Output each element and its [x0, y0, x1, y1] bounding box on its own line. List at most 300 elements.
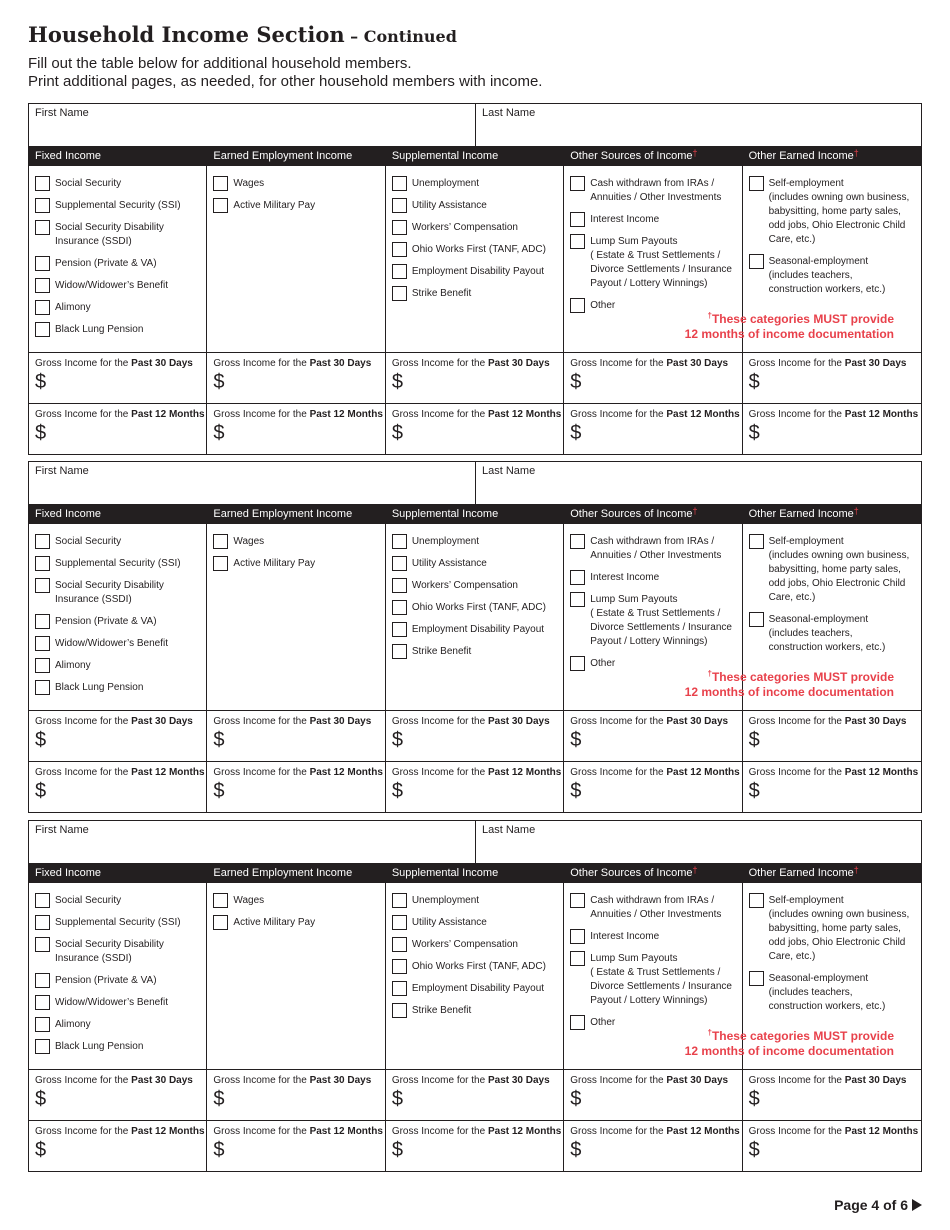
note-line-1: These categories MUST provide — [711, 312, 894, 326]
gross-30-days-field[interactable] — [29, 352, 206, 403]
period: Past 30 Days — [844, 716, 907, 727]
checkbox[interactable] — [749, 176, 764, 191]
income-columns — [28, 863, 922, 1172]
dollar-sign: $ — [35, 729, 47, 751]
last-name-field[interactable]: Last Name — [482, 107, 536, 119]
checkbox-utility-assistance[interactable] — [392, 915, 563, 930]
note-line-1: These categories MUST provide — [711, 670, 894, 684]
page-indicator — [834, 1197, 922, 1213]
option-label: Supplemental Security (SSI) — [55, 558, 181, 569]
column-title: Other Earned Income — [748, 150, 854, 162]
column-header — [743, 863, 921, 883]
period: Past 30 Days — [131, 1075, 193, 1086]
column-title: Supplemental Income — [391, 867, 499, 879]
checkbox-ohio-works-first[interactable] — [392, 600, 563, 615]
supplemental-income-column — [386, 863, 564, 1171]
checkbox[interactable] — [392, 937, 407, 952]
checkbox-disability-payout[interactable] — [392, 981, 563, 996]
checkbox-strike-benefit[interactable] — [392, 1003, 563, 1018]
label-line: Cash withdrawn from IRAs / — [590, 536, 715, 547]
checkbox[interactable] — [35, 893, 50, 908]
option-label: Other — [590, 1017, 616, 1028]
checkbox-ssdi[interactable] — [35, 220, 206, 249]
dollar-sign: $ — [391, 780, 403, 802]
gross-12-months-field[interactable] — [29, 403, 206, 454]
checkbox[interactable] — [35, 915, 50, 930]
gross-12-months-field[interactable] — [29, 1120, 206, 1171]
checkbox[interactable] — [570, 951, 585, 966]
gross-30-days-field[interactable] — [386, 352, 563, 403]
option-label: Unemployment — [411, 895, 480, 906]
dagger-mark: † — [707, 669, 712, 678]
checkbox-lump-sum[interactable] — [570, 234, 741, 291]
checkbox-interest-income[interactable] — [570, 570, 741, 585]
checkbox[interactable] — [392, 578, 407, 593]
gross-label — [29, 762, 206, 778]
checkbox[interactable] — [35, 636, 50, 651]
checkbox[interactable] — [570, 298, 585, 313]
other-earned-column — [743, 504, 921, 812]
checkbox-alimony[interactable] — [35, 300, 206, 315]
period: Past 12 Months — [666, 409, 740, 420]
checkbox-interest-income[interactable] — [570, 212, 741, 227]
name-row — [28, 820, 922, 863]
label-line: Payout / Lottery Winnings) — [590, 278, 708, 289]
option-label: Pension (Private & VA) — [55, 975, 157, 986]
checkbox-ssi[interactable] — [35, 556, 206, 571]
gross-30-days-field[interactable] — [743, 710, 921, 761]
dollar-sign: $ — [748, 1088, 760, 1110]
checkbox-unemployment[interactable] — [392, 176, 563, 191]
checkbox[interactable] — [392, 893, 407, 908]
checkbox-military-pay[interactable] — [213, 556, 384, 571]
earned-income-column — [207, 504, 385, 812]
checkbox-ohio-works-first[interactable] — [392, 242, 563, 257]
checkbox[interactable] — [749, 254, 764, 269]
checkbox[interactable] — [570, 212, 585, 227]
option-label: Social Security — [55, 895, 122, 906]
checkbox[interactable] — [392, 198, 407, 213]
label-line: Payout / Lottery Winnings) — [590, 995, 708, 1006]
checkbox[interactable] — [35, 578, 50, 593]
gross-prefix: Gross Income for the — [35, 716, 132, 727]
checkbox[interactable] — [570, 570, 585, 585]
period: Past 30 Days — [666, 1075, 729, 1086]
checkbox[interactable] — [749, 971, 764, 986]
checkbox-ira-withdrawal[interactable] — [570, 176, 741, 205]
dollar-sign: $ — [213, 780, 225, 802]
gross-30-days-field[interactable] — [743, 1069, 921, 1120]
gross-30-days-field[interactable] — [207, 352, 384, 403]
supplemental-income-column — [386, 146, 564, 454]
checkbox-interest-income[interactable] — [570, 929, 741, 944]
period: Past 30 Days — [844, 1075, 907, 1086]
label-line: (includes teachers, — [768, 270, 853, 281]
checkbox-ssi[interactable] — [35, 915, 206, 930]
checkbox-wages[interactable] — [213, 176, 384, 191]
gross-30-days-field[interactable] — [207, 710, 384, 761]
option-label: Pension (Private & VA) — [55, 258, 157, 269]
label-line: (includes owning own business, — [768, 550, 910, 561]
option-label: Ohio Works First (TANF, ADC) — [411, 244, 546, 255]
checkbox-seasonal-employment[interactable] — [749, 612, 921, 655]
label-line: Seasonal-employment — [768, 256, 869, 267]
checkbox[interactable] — [35, 278, 50, 293]
checkbox[interactable] — [392, 286, 407, 301]
dollar-sign: $ — [748, 371, 760, 393]
checkbox-utility-assistance[interactable] — [392, 198, 563, 213]
label-line: (includes teachers, — [768, 628, 853, 639]
checkbox[interactable] — [392, 176, 407, 191]
checkbox-wages[interactable] — [213, 893, 384, 908]
household-member-block — [28, 103, 922, 455]
period: Past 12 Months — [844, 767, 919, 778]
gross-12-months-field[interactable] — [386, 403, 563, 454]
gross-label — [386, 353, 563, 369]
checkbox[interactable] — [570, 234, 585, 249]
gross-30-days-field[interactable] — [386, 1069, 563, 1120]
label-line: ( Estate & Trust Settlements / — [590, 967, 721, 978]
dollar-sign: $ — [570, 1088, 582, 1110]
checkbox-seasonal-employment[interactable] — [749, 971, 921, 1014]
option-label: Black Lung Pension — [55, 1041, 144, 1052]
gross-label — [29, 404, 206, 420]
checkbox[interactable] — [392, 622, 407, 637]
option-label: Workers’ Compensation — [411, 222, 518, 233]
checkbox-military-pay[interactable] — [213, 198, 384, 213]
dollar-sign: $ — [391, 371, 403, 393]
gross-30-days-field[interactable] — [564, 352, 741, 403]
checkbox-wages[interactable] — [213, 534, 384, 549]
dollar-sign: $ — [570, 780, 582, 802]
label-line: Divorce Settlements / Insurance — [590, 981, 732, 992]
checkbox[interactable] — [35, 256, 50, 271]
column-header — [743, 146, 921, 166]
gross-label — [743, 762, 921, 778]
gross-12-months-field[interactable] — [207, 1120, 384, 1171]
checkbox[interactable] — [35, 198, 50, 213]
option-label — [590, 176, 721, 205]
checkbox[interactable] — [749, 893, 764, 908]
checkbox[interactable] — [392, 556, 407, 571]
checkbox[interactable] — [749, 612, 764, 627]
gross-12-months-field[interactable] — [564, 403, 741, 454]
gross-label — [564, 404, 741, 420]
gross-prefix: Gross Income for the — [213, 716, 310, 727]
checkbox[interactable] — [35, 534, 50, 549]
dollar-sign: $ — [391, 422, 403, 444]
checkbox[interactable] — [213, 198, 228, 213]
option-label: Interest Income — [590, 572, 660, 583]
checkbox-utility-assistance[interactable] — [392, 556, 563, 571]
label-line: (includes teachers, — [768, 987, 853, 998]
gross-prefix: Gross Income for the — [748, 409, 845, 420]
gross-12-months-field[interactable] — [743, 403, 921, 454]
checkbox[interactable] — [392, 644, 407, 659]
gross-12-months-field[interactable] — [564, 761, 741, 812]
checkbox[interactable] — [35, 937, 50, 952]
gross-12-months-field[interactable] — [386, 1120, 563, 1171]
label-line: Cash withdrawn from IRAs / — [590, 895, 715, 906]
period: Past 30 Days — [844, 358, 907, 369]
dagger-mark: † — [853, 148, 859, 158]
gross-30-days-field[interactable] — [29, 1069, 206, 1120]
gross-prefix: Gross Income for the — [391, 767, 488, 778]
checkbox-self-employment[interactable] — [749, 176, 921, 247]
checkbox[interactable] — [35, 300, 50, 315]
column-title: Fixed Income — [35, 867, 102, 879]
option-label: Alimony — [55, 660, 91, 671]
checkbox-black-lung[interactable] — [35, 322, 206, 337]
checkbox[interactable] — [35, 973, 50, 988]
gross-prefix: Gross Income for the — [35, 767, 132, 778]
label-line: Payout / Lottery Winnings) — [590, 636, 708, 647]
checkbox-workers-comp[interactable] — [392, 937, 563, 952]
checkbox[interactable] — [35, 995, 50, 1010]
gross-12-months-field[interactable] — [29, 761, 206, 812]
checkbox-strike-benefit[interactable] — [392, 644, 563, 659]
checkbox-widow-benefit[interactable] — [35, 995, 206, 1010]
checkbox-black-lung[interactable] — [35, 1039, 206, 1054]
column-body — [207, 883, 384, 1069]
column-header — [207, 863, 384, 883]
checkbox[interactable] — [570, 893, 585, 908]
gross-30-days-field[interactable] — [564, 710, 741, 761]
gross-12-months-field[interactable] — [743, 761, 921, 812]
checkbox[interactable] — [392, 981, 407, 996]
checkbox-unemployment[interactable] — [392, 534, 563, 549]
dollar-sign: $ — [748, 1139, 760, 1161]
option-label: Workers’ Compensation — [411, 580, 518, 591]
checkbox[interactable] — [749, 534, 764, 549]
checkbox[interactable] — [392, 600, 407, 615]
checkbox-alimony[interactable] — [35, 1017, 206, 1032]
column-header — [564, 146, 741, 166]
gross-30-days-field[interactable] — [29, 710, 206, 761]
checkbox[interactable] — [35, 176, 50, 191]
checkbox[interactable] — [392, 242, 407, 257]
gross-label — [564, 711, 741, 727]
checkbox-disability-payout[interactable] — [392, 622, 563, 637]
period: Past 30 Days — [131, 358, 193, 369]
checkbox[interactable] — [570, 929, 585, 944]
checkbox-workers-comp[interactable] — [392, 578, 563, 593]
gross-prefix: Gross Income for the — [213, 409, 310, 420]
gross-12-months-field[interactable] — [564, 1120, 741, 1171]
option-label — [590, 534, 721, 563]
checkbox[interactable] — [392, 1003, 407, 1018]
gross-prefix: Gross Income for the — [391, 1075, 488, 1086]
gross-label — [564, 1070, 741, 1086]
period: Past 30 Days — [487, 1075, 550, 1086]
checkbox[interactable] — [35, 658, 50, 673]
last-name-field[interactable]: Last Name — [482, 824, 536, 836]
checkbox-lump-sum[interactable] — [570, 951, 741, 1008]
checkbox-ira-withdrawal[interactable] — [570, 534, 741, 563]
documentation-note — [685, 1025, 894, 1059]
option-label — [769, 893, 910, 964]
checkbox[interactable] — [213, 534, 228, 549]
checkbox[interactable] — [213, 893, 228, 908]
gross-30-days-field[interactable] — [743, 352, 921, 403]
name-row — [28, 103, 922, 146]
checkbox[interactable] — [392, 959, 407, 974]
checkbox-social-security[interactable] — [35, 534, 206, 549]
period: Past 12 Months — [666, 767, 740, 778]
dollar-sign: $ — [748, 422, 760, 444]
checkbox[interactable] — [570, 656, 585, 671]
gross-12-months-field[interactable] — [386, 761, 563, 812]
gross-prefix: Gross Income for the — [748, 1075, 845, 1086]
option-label: Employment Disability Payout — [411, 266, 545, 277]
checkbox[interactable] — [35, 614, 50, 629]
label-line: Seasonal-employment — [768, 614, 869, 625]
column-title: Other Earned Income — [748, 867, 854, 879]
next-page-arrow-icon — [912, 1199, 922, 1211]
option-label — [590, 893, 721, 922]
column-header — [564, 863, 741, 883]
checkbox-black-lung[interactable] — [35, 680, 206, 695]
checkbox[interactable] — [35, 1039, 50, 1054]
column-header — [386, 504, 563, 524]
dagger-mark: † — [707, 1028, 712, 1037]
checkbox-ssdi[interactable] — [35, 578, 206, 607]
gross-label — [743, 711, 921, 727]
gross-12-months-field[interactable] — [207, 403, 384, 454]
checkbox-widow-benefit[interactable] — [35, 636, 206, 651]
checkbox-alimony[interactable] — [35, 658, 206, 673]
gross-prefix: Gross Income for the — [570, 716, 667, 727]
dagger-mark: † — [853, 506, 859, 516]
option-label: Black Lung Pension — [55, 324, 144, 335]
checkbox-social-security[interactable] — [35, 176, 206, 191]
period: Past 30 Days — [487, 716, 550, 727]
dollar-sign: $ — [748, 780, 760, 802]
option-label: Employment Disability Payout — [411, 983, 545, 994]
column-title: Fixed Income — [35, 508, 102, 520]
option-label: Strike Benefit — [411, 646, 472, 657]
gross-prefix: Gross Income for the — [35, 1075, 132, 1086]
column-title: Other Sources of Income — [570, 150, 693, 162]
checkbox[interactable] — [570, 1015, 585, 1030]
checkbox-pension[interactable] — [35, 973, 206, 988]
checkbox-self-employment[interactable] — [749, 893, 921, 964]
period: Past 12 Months — [487, 767, 562, 778]
label-line: Insurance (SSDI) — [55, 236, 132, 247]
checkbox-strike-benefit[interactable] — [392, 286, 563, 301]
dollar-sign: $ — [35, 371, 47, 393]
checkbox[interactable] — [570, 176, 585, 191]
gross-prefix: Gross Income for the — [748, 358, 845, 369]
checkbox-ssi[interactable] — [35, 198, 206, 213]
gross-30-days-field[interactable] — [207, 1069, 384, 1120]
dollar-sign: $ — [35, 780, 47, 802]
period: Past 12 Months — [309, 767, 383, 778]
option-label: Interest Income — [590, 214, 660, 225]
checkbox-workers-comp[interactable] — [392, 220, 563, 235]
checkbox-lump-sum[interactable] — [570, 592, 741, 649]
label-line: Care, etc.) — [768, 234, 816, 245]
checkbox-ohio-works-first[interactable] — [392, 959, 563, 974]
column-title: Supplemental Income — [391, 508, 499, 520]
checkbox[interactable] — [392, 264, 407, 279]
gross-label — [743, 404, 921, 420]
checkbox-ira-withdrawal[interactable] — [570, 893, 741, 922]
last-name-field[interactable]: Last Name — [482, 465, 536, 477]
option-label: Interest Income — [590, 931, 660, 942]
gross-prefix: Gross Income for the — [35, 358, 132, 369]
gross-label — [207, 353, 384, 369]
checkbox-social-security[interactable] — [35, 893, 206, 908]
checkbox-self-employment[interactable] — [749, 534, 921, 605]
first-name-field[interactable]: First Name — [35, 107, 89, 119]
gross-30-days-field[interactable] — [386, 710, 563, 761]
period: Past 30 Days — [487, 358, 550, 369]
period: Past 12 Months — [309, 409, 383, 420]
dollar-sign: $ — [570, 729, 582, 751]
checkbox[interactable] — [35, 556, 50, 571]
title-continued: – Continued — [344, 27, 457, 46]
gross-12-months-field[interactable] — [207, 761, 384, 812]
name-divider — [475, 462, 476, 505]
checkbox[interactable] — [35, 1017, 50, 1032]
checkbox[interactable] — [392, 915, 407, 930]
dollar-sign: $ — [213, 422, 225, 444]
checkbox[interactable] — [35, 220, 50, 235]
gross-12-months-field[interactable] — [743, 1120, 921, 1171]
label-line: babysitting, home party sales, — [768, 923, 901, 934]
label-line: Self-employment — [768, 178, 844, 189]
fixed-income-column — [29, 146, 207, 454]
gross-label — [743, 1070, 921, 1086]
checkbox-widow-benefit[interactable] — [35, 278, 206, 293]
column-body — [386, 166, 563, 352]
checkbox[interactable] — [570, 592, 585, 607]
checkbox-pension[interactable] — [35, 256, 206, 271]
checkbox-pension[interactable] — [35, 614, 206, 629]
gross-30-days-field[interactable] — [564, 1069, 741, 1120]
label-line: Annuities / Other Investments — [590, 909, 722, 920]
gross-prefix: Gross Income for the — [35, 1126, 132, 1137]
checkbox-military-pay[interactable] — [213, 915, 384, 930]
checkbox-seasonal-employment[interactable] — [749, 254, 921, 297]
gross-label — [207, 1121, 384, 1137]
checkbox[interactable] — [213, 176, 228, 191]
option-label: Strike Benefit — [411, 288, 472, 299]
instructions — [28, 55, 922, 91]
checkbox[interactable] — [213, 915, 228, 930]
checkbox[interactable] — [35, 322, 50, 337]
checkbox[interactable] — [570, 534, 585, 549]
first-name-field[interactable]: First Name — [35, 824, 89, 836]
checkbox[interactable] — [392, 220, 407, 235]
checkbox-ssdi[interactable] — [35, 937, 206, 966]
checkbox-disability-payout[interactable] — [392, 264, 563, 279]
option-label: Wages — [233, 536, 265, 547]
checkbox[interactable] — [213, 556, 228, 571]
gross-label — [207, 404, 384, 420]
gross-label — [207, 762, 384, 778]
checkbox-unemployment[interactable] — [392, 893, 563, 908]
checkbox[interactable] — [392, 534, 407, 549]
gross-label — [207, 1070, 384, 1086]
gross-prefix: Gross Income for the — [748, 767, 845, 778]
checkbox[interactable] — [35, 680, 50, 695]
first-name-field[interactable]: First Name — [35, 465, 89, 477]
label-line: babysitting, home party sales, — [768, 564, 901, 575]
option-label: Utility Assistance — [411, 917, 487, 928]
option-label: Utility Assistance — [411, 558, 487, 569]
